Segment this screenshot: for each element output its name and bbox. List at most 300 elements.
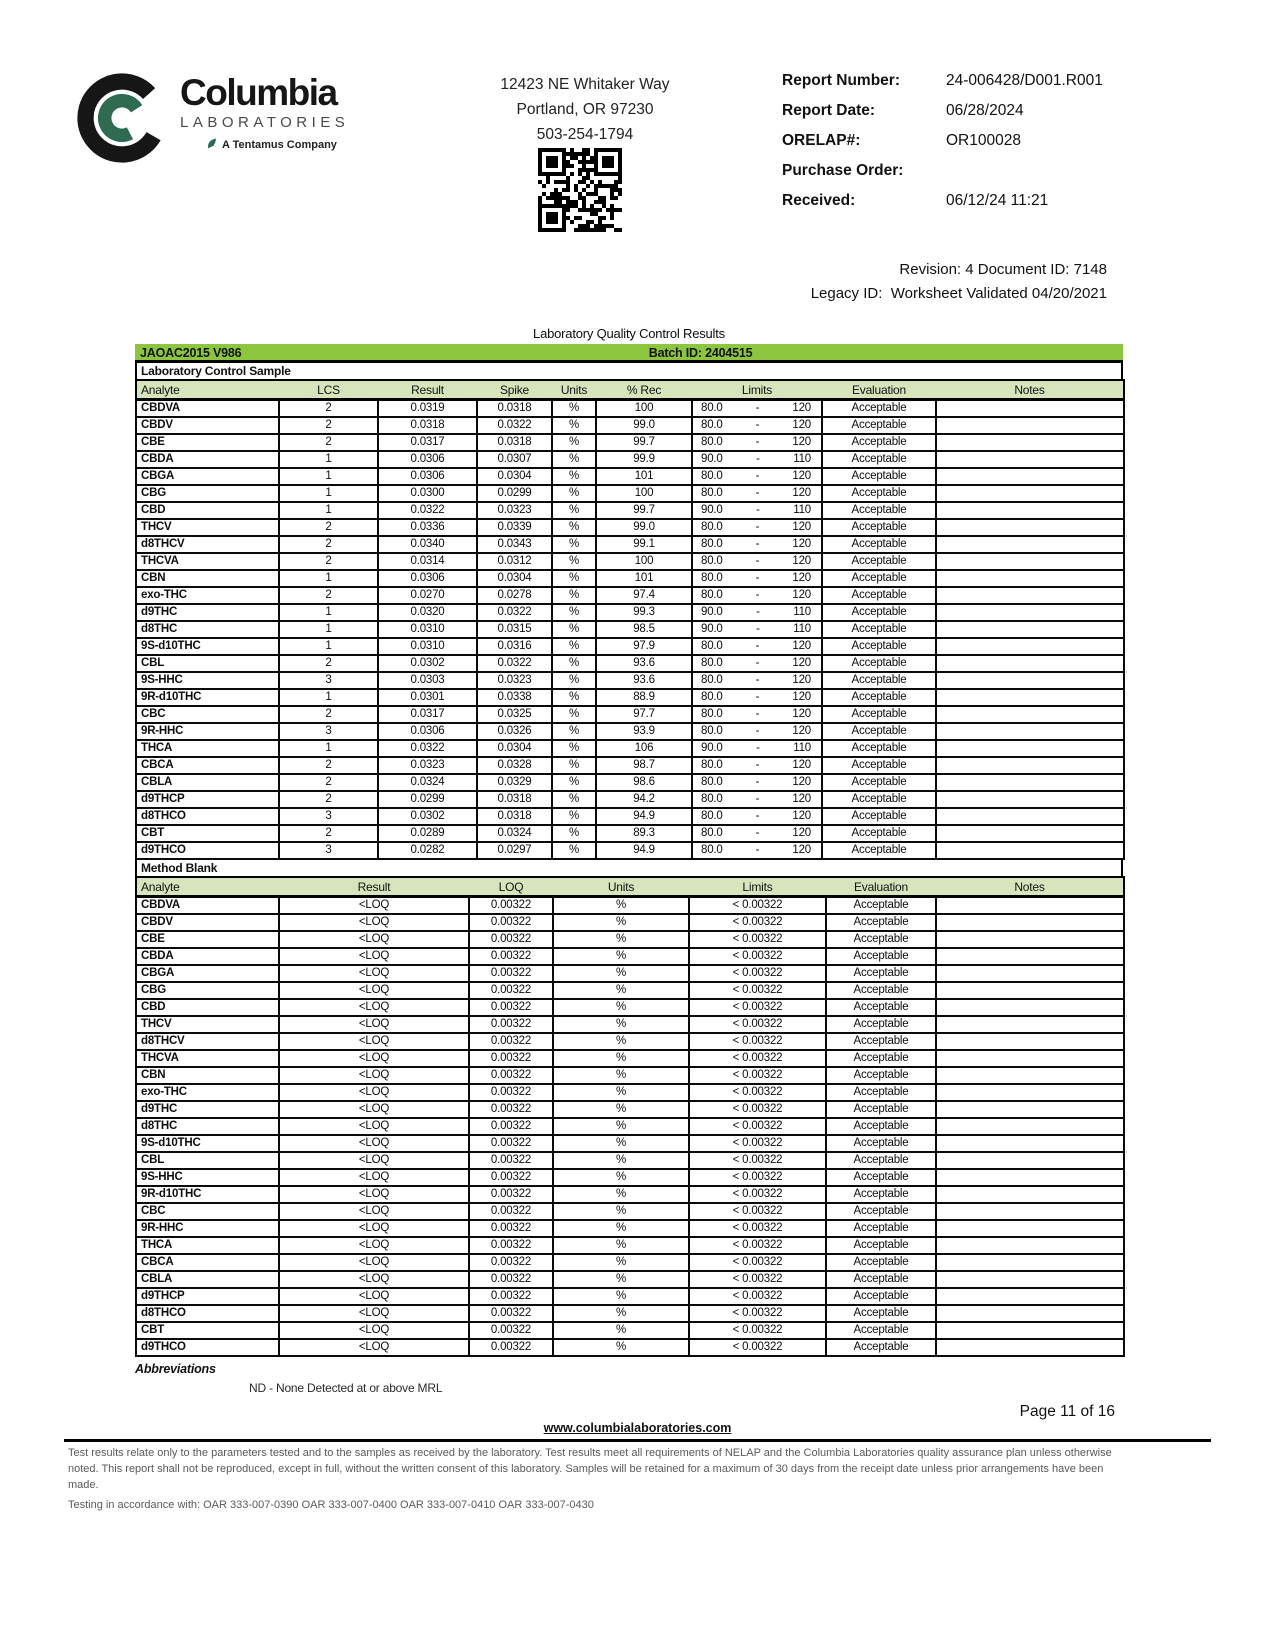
table-row — [136, 825, 1124, 842]
notes-cell — [936, 400, 1124, 418]
limit-low: 80.0 — [701, 691, 723, 703]
value-cell: % — [552, 638, 596, 655]
value-cell: 0.0304 — [477, 740, 552, 757]
table-row — [136, 553, 1124, 570]
notes-cell — [936, 1135, 1124, 1152]
limit-dash: - — [756, 623, 760, 635]
value-cell: 99.1 — [596, 536, 692, 553]
value-cell: 97.9 — [596, 638, 692, 655]
logo-text-block — [180, 74, 349, 152]
limit-high: 120 — [792, 538, 811, 550]
value-cell: 0.0282 — [378, 842, 477, 859]
value-cell: 3 — [279, 723, 378, 740]
value-cell: 2 — [279, 519, 378, 536]
result-cell: <LOQ — [279, 1203, 469, 1220]
evaluation-cell: Acceptable — [826, 931, 936, 948]
result-cell: <LOQ — [279, 1118, 469, 1135]
table-row — [136, 502, 1124, 519]
qc-title: Laboratory Quality Control Results — [533, 326, 725, 341]
mb-section-label: Method Blank — [135, 860, 1123, 876]
limit-dash: - — [756, 742, 760, 754]
table-row — [136, 400, 1124, 418]
units-cell: % — [553, 1203, 689, 1220]
notes-cell — [936, 1271, 1124, 1288]
analyte-cell: d8THC — [136, 1118, 279, 1135]
lcs-section-label: Laboratory Control Sample — [135, 363, 1123, 379]
limits-cell — [692, 740, 822, 757]
result-cell: <LOQ — [279, 1084, 469, 1101]
result-cell: <LOQ — [279, 1254, 469, 1271]
limit-dash: - — [756, 453, 760, 465]
analyte-cell: CBD — [136, 502, 279, 519]
limits-cell: < 0.00322 — [689, 1271, 826, 1288]
method-blank-table — [135, 876, 1125, 1357]
result-cell: <LOQ — [279, 931, 469, 948]
loq-cell: 0.00322 — [469, 965, 553, 982]
abbreviations-heading: Abbreviations — [135, 1362, 216, 1376]
limit-dash: - — [755, 759, 760, 771]
notes-cell — [936, 706, 1124, 723]
table-row — [136, 1186, 1124, 1203]
table-row — [136, 1288, 1124, 1305]
limit-low: 80.0 — [701, 793, 723, 805]
analyte-cell: THCVA — [136, 1050, 279, 1067]
value-cell: 0.0310 — [378, 638, 477, 655]
notes-cell — [936, 587, 1124, 604]
value-cell: 3 — [279, 842, 378, 859]
limit-dash: - — [755, 776, 760, 788]
value-cell: 0.0323 — [477, 672, 552, 689]
units-cell: % — [553, 1220, 689, 1237]
notes-cell — [936, 723, 1124, 740]
units-cell: % — [553, 982, 689, 999]
evaluation-cell: Acceptable — [822, 451, 936, 468]
table-row — [136, 842, 1124, 859]
value-cell: 0.0324 — [477, 825, 552, 842]
result-cell: <LOQ — [279, 1305, 469, 1322]
limits-cell: < 0.00322 — [689, 1169, 826, 1186]
accordance-text: Testing in accordance with: OAR 333-007-0390 OAR 333-007-0400 OAR 333-007-0410 OAR 333-007-0430 — [68, 1498, 594, 1511]
limits-range — [693, 708, 821, 721]
table-row — [136, 999, 1124, 1016]
revision-line: Revision: 4 Document ID: 7148 — [899, 261, 1107, 278]
value-cell: 100 — [596, 485, 692, 502]
analyte-cell: 9R-HHC — [136, 1220, 279, 1237]
value-cell: 0.0301 — [378, 689, 477, 706]
notes-cell — [936, 434, 1124, 451]
table-row — [136, 1067, 1124, 1084]
value-cell: 0.0322 — [378, 502, 477, 519]
value-cell: 98.6 — [596, 774, 692, 791]
qr-code — [537, 147, 623, 238]
limits-cell: < 0.00322 — [689, 1050, 826, 1067]
limits-range — [693, 623, 821, 636]
analyte-cell: CBGA — [136, 965, 279, 982]
value-cell: 97.4 — [596, 587, 692, 604]
address-line-2: Portland, OR 97230 — [516, 101, 654, 118]
value-cell: % — [552, 774, 596, 791]
limits-cell — [692, 451, 822, 468]
value-cell: 0.0336 — [378, 519, 477, 536]
analyte-cell: d8THCV — [136, 536, 279, 553]
limit-dash: - — [755, 657, 760, 669]
evaluation-cell: Acceptable — [826, 1322, 936, 1339]
limit-low: 80.0 — [701, 521, 723, 533]
value-cell: 2 — [279, 434, 378, 451]
table-row — [136, 706, 1124, 723]
notes-cell — [936, 808, 1124, 825]
value-cell: 99.0 — [596, 519, 692, 536]
limits-cell — [692, 638, 822, 655]
table-row — [136, 1220, 1124, 1237]
notes-cell — [936, 1237, 1124, 1254]
evaluation-cell: Acceptable — [822, 570, 936, 587]
qc-section — [135, 326, 1123, 1395]
limits-cell — [692, 570, 822, 587]
value-cell: % — [552, 672, 596, 689]
nd-abbreviation-note: ND - None Detected at or above MRL — [249, 1381, 443, 1395]
limit-high: 120 — [792, 827, 811, 839]
limit-low: 90.0 — [701, 623, 723, 635]
loq-cell: 0.00322 — [469, 1050, 553, 1067]
limits-range — [693, 776, 821, 789]
table-row — [136, 468, 1124, 485]
limits-range — [693, 640, 821, 653]
limit-low: 80.0 — [701, 487, 723, 499]
evaluation-cell: Acceptable — [822, 553, 936, 570]
result-cell: <LOQ — [279, 1220, 469, 1237]
notes-cell — [936, 570, 1124, 587]
loq-cell: 0.00322 — [469, 1118, 553, 1135]
limit-low: 90.0 — [701, 453, 723, 465]
limits-cell: < 0.00322 — [689, 1322, 826, 1339]
table-row — [136, 1016, 1124, 1033]
logo-tagline — [206, 137, 349, 152]
limit-dash: - — [755, 725, 760, 737]
value-cell: % — [552, 689, 596, 706]
limit-low: 80.0 — [701, 725, 723, 737]
limits-cell — [692, 502, 822, 519]
limits-cell: < 0.00322 — [689, 931, 826, 948]
analyte-cell: CBDV — [136, 417, 279, 434]
limit-dash: - — [755, 640, 760, 652]
limit-dash: - — [755, 691, 760, 703]
loq-cell: 0.00322 — [469, 1237, 553, 1254]
value-cell: % — [552, 587, 596, 604]
evaluation-cell: Acceptable — [826, 914, 936, 931]
units-cell: % — [553, 897, 689, 915]
table-row — [136, 1271, 1124, 1288]
table-row — [136, 931, 1124, 948]
limit-dash: - — [755, 844, 760, 856]
column-header-analyte: Analyte — [136, 380, 279, 400]
value-cell: 1 — [279, 621, 378, 638]
limits-cell: < 0.00322 — [689, 948, 826, 965]
notes-cell — [936, 1288, 1124, 1305]
limits-cell — [692, 706, 822, 723]
limit-dash: - — [755, 470, 760, 482]
units-cell: % — [553, 1237, 689, 1254]
units-cell: % — [553, 1101, 689, 1118]
report-field-label: Report Number: — [782, 72, 900, 89]
value-cell: 99.7 — [596, 502, 692, 519]
header-row — [136, 877, 1124, 897]
evaluation-cell: Acceptable — [822, 604, 936, 621]
limit-high: 120 — [792, 657, 811, 669]
analyte-cell: CBDVA — [136, 400, 279, 418]
method-bar — [135, 344, 1123, 363]
units-cell: % — [553, 1169, 689, 1186]
value-cell: 1 — [279, 689, 378, 706]
analyte-cell: CBL — [136, 1152, 279, 1169]
batch-id: Batch ID: 2404515 — [648, 346, 753, 360]
value-cell: 0.0322 — [378, 740, 477, 757]
notes-cell — [936, 999, 1124, 1016]
value-cell: % — [552, 519, 596, 536]
value-cell: % — [552, 485, 596, 502]
notes-cell — [936, 451, 1124, 468]
limits-cell: < 0.00322 — [689, 982, 826, 999]
analyte-cell: exo-THC — [136, 1084, 279, 1101]
value-cell: 0.0300 — [378, 485, 477, 502]
column-header-spike: Spike — [477, 380, 552, 400]
units-cell: % — [553, 999, 689, 1016]
evaluation-cell: Acceptable — [826, 1186, 936, 1203]
evaluation-cell: Acceptable — [822, 791, 936, 808]
evaluation-cell: Acceptable — [826, 897, 936, 915]
logo-subtitle: LABORATORIES — [180, 114, 350, 131]
limits-cell: < 0.00322 — [689, 1016, 826, 1033]
units-cell: % — [553, 914, 689, 931]
value-cell: % — [552, 468, 596, 485]
value-cell: 0.0316 — [477, 638, 552, 655]
table-row — [136, 672, 1124, 689]
value-cell: 0.0299 — [477, 485, 552, 502]
notes-cell — [936, 1101, 1124, 1118]
limits-range — [693, 504, 821, 517]
value-cell: 99.3 — [596, 604, 692, 621]
value-cell: % — [552, 417, 596, 434]
limits-cell: < 0.00322 — [689, 1118, 826, 1135]
result-cell: <LOQ — [279, 1101, 469, 1118]
table-row — [136, 965, 1124, 982]
value-cell: 0.0306 — [378, 723, 477, 740]
value-cell: 0.0323 — [378, 757, 477, 774]
limit-low: 80.0 — [701, 402, 723, 414]
limits-cell: < 0.00322 — [689, 1220, 826, 1237]
notes-cell — [936, 672, 1124, 689]
notes-cell — [936, 655, 1124, 672]
limit-low: 80.0 — [701, 572, 723, 584]
limit-low: 80.0 — [701, 708, 723, 720]
footer-disclaimer — [68, 1446, 1120, 1514]
value-cell: 0.0322 — [477, 655, 552, 672]
limits-cell — [692, 536, 822, 553]
table-row — [136, 1203, 1124, 1220]
value-cell: 0.0315 — [477, 621, 552, 638]
analyte-cell: d8THC — [136, 621, 279, 638]
notes-cell — [936, 842, 1124, 859]
limits-cell: < 0.00322 — [689, 1254, 826, 1271]
value-cell: 89.3 — [596, 825, 692, 842]
loq-cell: 0.00322 — [469, 1067, 553, 1084]
limits-range — [693, 572, 821, 585]
limit-dash: - — [755, 487, 760, 499]
analyte-cell: 9S-d10THC — [136, 1135, 279, 1152]
value-cell: 99.7 — [596, 434, 692, 451]
analyte-cell: CBLA — [136, 774, 279, 791]
notes-cell — [936, 1067, 1124, 1084]
limit-low: 80.0 — [701, 555, 723, 567]
analyte-cell: d9THCP — [136, 1288, 279, 1305]
loq-cell: 0.00322 — [469, 1220, 553, 1237]
loq-cell: 0.00322 — [469, 948, 553, 965]
report-field-row — [782, 132, 1103, 162]
limit-low: 80.0 — [701, 759, 723, 771]
value-cell: 0.0328 — [477, 757, 552, 774]
analyte-cell: CBDVA — [136, 897, 279, 915]
limit-high: 110 — [793, 623, 811, 635]
analyte-cell: d9THCO — [136, 842, 279, 859]
value-cell: 0.0312 — [477, 553, 552, 570]
limits-cell — [692, 774, 822, 791]
value-cell: 1 — [279, 604, 378, 621]
limits-cell: < 0.00322 — [689, 1152, 826, 1169]
units-cell: % — [553, 1084, 689, 1101]
notes-cell — [936, 468, 1124, 485]
analyte-cell: d9THCP — [136, 791, 279, 808]
value-cell: 0.0306 — [378, 468, 477, 485]
limits-cell: < 0.00322 — [689, 1237, 826, 1254]
value-cell: % — [552, 655, 596, 672]
limit-high: 120 — [792, 402, 811, 414]
limit-high: 110 — [793, 742, 811, 754]
limits-cell: < 0.00322 — [689, 1101, 826, 1118]
limits-cell — [692, 723, 822, 740]
limit-dash: - — [755, 793, 760, 805]
evaluation-cell: Acceptable — [826, 1237, 936, 1254]
limit-low: 80.0 — [701, 470, 723, 482]
table-row — [136, 774, 1124, 791]
column-header-units: Units — [553, 877, 689, 897]
value-cell: 0.0340 — [378, 536, 477, 553]
limit-high: 120 — [792, 640, 811, 652]
table-row — [136, 808, 1124, 825]
evaluation-cell: Acceptable — [822, 468, 936, 485]
value-cell: 0.0303 — [378, 672, 477, 689]
value-cell: 3 — [279, 672, 378, 689]
result-cell: <LOQ — [279, 999, 469, 1016]
notes-cell — [936, 417, 1124, 434]
notes-cell — [936, 774, 1124, 791]
limit-low: 80.0 — [701, 844, 723, 856]
value-cell: 2 — [279, 706, 378, 723]
limits-cell: < 0.00322 — [689, 1288, 826, 1305]
table-row — [136, 621, 1124, 638]
column-header-lcs: LCS — [279, 380, 378, 400]
limits-cell: < 0.00322 — [689, 1203, 826, 1220]
value-cell: 0.0320 — [378, 604, 477, 621]
table-row — [136, 1033, 1124, 1050]
result-cell: <LOQ — [279, 965, 469, 982]
evaluation-cell: Acceptable — [826, 1288, 936, 1305]
limits-range — [693, 487, 821, 500]
evaluation-cell: Acceptable — [826, 1271, 936, 1288]
evaluation-cell: Acceptable — [822, 774, 936, 791]
limit-low: 90.0 — [701, 606, 723, 618]
analyte-cell: CBT — [136, 1322, 279, 1339]
loq-cell: 0.00322 — [469, 1016, 553, 1033]
evaluation-cell: Acceptable — [826, 1339, 936, 1356]
logo-name: Columbia — [180, 72, 337, 113]
value-cell: 100 — [596, 400, 692, 418]
limits-cell — [692, 468, 822, 485]
website-link[interactable]: www.columbialaboratories.com — [543, 1421, 732, 1435]
evaluation-cell: Acceptable — [826, 982, 936, 999]
limits-cell: < 0.00322 — [689, 1067, 826, 1084]
value-cell: % — [552, 740, 596, 757]
value-cell: 0.0326 — [477, 723, 552, 740]
value-cell: 2 — [279, 825, 378, 842]
table-row — [136, 1050, 1124, 1067]
loq-cell: 0.00322 — [469, 1288, 553, 1305]
units-cell: % — [553, 1118, 689, 1135]
analyte-cell: d8THCV — [136, 1033, 279, 1050]
analyte-cell: 9S-HHC — [136, 1169, 279, 1186]
value-cell: 0.0289 — [378, 825, 477, 842]
leaf-icon — [206, 137, 218, 152]
limit-low: 90.0 — [701, 742, 723, 754]
units-cell: % — [553, 1305, 689, 1322]
notes-cell — [936, 897, 1124, 915]
value-cell: 100 — [596, 553, 692, 570]
notes-cell — [936, 638, 1124, 655]
analyte-cell: d9THC — [136, 1101, 279, 1118]
result-cell: <LOQ — [279, 1067, 469, 1084]
limits-range — [693, 402, 821, 415]
loq-cell: 0.00322 — [469, 1135, 553, 1152]
analyte-cell: d8THCO — [136, 808, 279, 825]
value-cell: 2 — [279, 417, 378, 434]
evaluation-cell: Acceptable — [822, 621, 936, 638]
limit-high: 120 — [792, 810, 811, 822]
limits-range — [693, 725, 821, 738]
analyte-cell: CBCA — [136, 757, 279, 774]
limit-dash: - — [755, 810, 760, 822]
limits-cell — [692, 519, 822, 536]
value-cell: 0.0304 — [477, 570, 552, 587]
limit-dash: - — [755, 538, 760, 550]
report-field-value: 06/12/24 11:21 — [946, 192, 1049, 209]
loq-cell: 0.00322 — [469, 1152, 553, 1169]
value-cell: % — [552, 825, 596, 842]
loq-cell: 0.00322 — [469, 1203, 553, 1220]
analyte-cell: THCA — [136, 740, 279, 757]
value-cell: 2 — [279, 400, 378, 418]
value-cell: 1 — [279, 451, 378, 468]
page-number: Page 11 of 16 — [1019, 1403, 1115, 1420]
limits-range — [693, 827, 821, 840]
limit-high: 120 — [792, 521, 811, 533]
evaluation-cell: Acceptable — [822, 723, 936, 740]
value-cell: % — [552, 808, 596, 825]
report-field-row — [782, 102, 1103, 132]
limits-cell: < 0.00322 — [689, 1339, 826, 1356]
value-cell: % — [552, 791, 596, 808]
limits-cell — [692, 604, 822, 621]
limits-cell: < 0.00322 — [689, 1033, 826, 1050]
evaluation-cell: Acceptable — [826, 1169, 936, 1186]
